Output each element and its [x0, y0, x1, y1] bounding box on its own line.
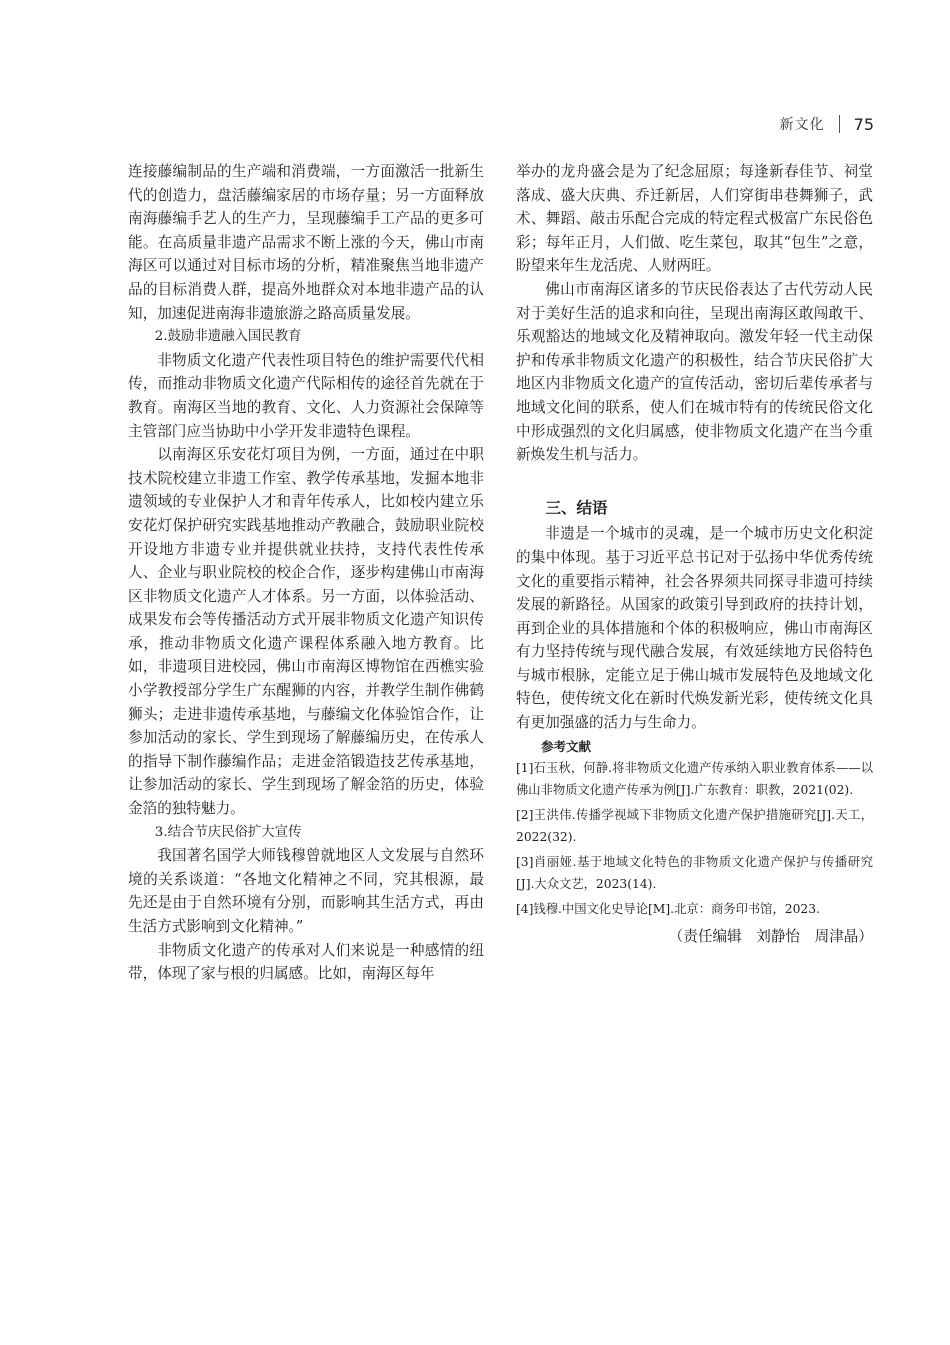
- references-title: 参考文献: [541, 738, 592, 754]
- references-list: [516, 758, 873, 921]
- editor-credit: （责任编辑 刘静怡 周津晶）: [668, 927, 873, 945]
- subheading-education: 2.鼓励非遗融入国民教育: [154, 329, 302, 345]
- paragraph: 连接藤编制品的生产端和消费端，一方面激活一批新生代的创造力，盘活藤编家居的市场存量；另一方面释放南海藤编手艺人的生产力，呈现藤编手工产品的更多可能。在高质量非遗产品需求不断上涨的今天，佛山市南海区可以通过对目标市场的分析，精准聚焦当地非遗产品的目标消费人群，提高外地群众对本地非遗产品的认知，加速促进南海非遗旅游之路高质量发展。: [128, 163, 484, 322]
- paragraph: 我国著名国学大师钱穆曾就地区人文发展与自然环境的关系谈道：“各地文化精神之不同，究其根源，最先还是由于自然环境有分别，而影响其生活方式，再由生活方式影响到文化精神。”: [128, 847, 484, 935]
- paragraph: 非物质文化遗产的传承对人们来说是一种感情的纽带，体现了家与根的归属感。比如，南海区每年: [128, 941, 484, 983]
- paragraph: 以南海区乐安花灯项目为例，一方面，通过在中职技术院校建立非遗工作室、教学传承基地，发掘本地非遗领域的专业保护人才和青年传承人，比如校内建立乐安花灯保护研究实践基地推动产教融合，鼓励职业院校开设地方非遗专业并提供就业扶持，支持代表性传承人、企业与职业院校的校企合作，逐步构建佛山市南海区非物质文化遗产人才体系。另一方面，以体验活动、成果发布会等传播活动方式开展非物质文化遗产知识传承，推动非物质文化遗产课程体系融入地方教育。比如，非遗项目进校园，佛山市南海区博物馆在西樵实验小学教授部分学生广东醒狮的内容，并教学生制作佛鹤狮头；走进非遗传承基地，与藤编文化体验馆合作，让参加活动的家长、学生到现场了解藤编历史，在传承人的指导下制作藤编作品；走进金箔锻造技艺传承基地，让参加活动的家长、学生到现场了解金箔的历史，体验金箔的独特魅力。: [128, 446, 484, 818]
- paragraph: 非遗是一个城市的灵魂，是一个城市历史文化积淀的集中体现。基于习近平总书记对于弘扬中华优秀传统文化的重要指示精神，社会各界须共同探寻非遗可持续发展的新路径。从国家的政策引导到政府的扶持计划，再到企业的具体措施和个体的积极响应，佛山市南海区有力坚持传统与现代融合发展，有效延续地方民俗特色与城市根脉，定能立足于佛山城市发展特色及地域文化特色，使传统文化在新时代焕发新光彩，使传统文化具有更加强盛的活力与生命力。: [516, 525, 873, 732]
- paragraph: 非物质文化遗产代表性项目特色的维护需要代代相传，而推动非物质文化遗产代际相传的途径首先就在于教育。南海区当地的教育、文化、人力资源社会保障等主管部门应当协助中小学开发非遗特色课程。: [128, 351, 484, 440]
- reference-item: [3]肖丽娅.基于地域文化特色的非物质文化遗产保护与传播研究[J].大众文艺，2023(14).: [516, 855, 873, 891]
- paragraph: 佛山市南海区诸多的节庆民俗表达了古代劳动人民对于美好生活的追求和向往，呈现出南海区敢闯敢干、乐观豁达的地域文化及精神取向。激发年轻一代主动保护和传承非物质文化遗产的积极性，结合节庆民俗扩大地区内非物质文化遗产的宣传活动，密切后辈传承者与地域文化间的联系，使人们在城市特有的传统民俗文化中形成强烈的文化归属感，使非物质文化遗产在当今重新焕发生机与活力。: [516, 280, 873, 464]
- reference-item: [2]王洪伟.传播学视域下非物质文化遗产保护措施研究[J].天工，2022(32).: [516, 808, 873, 844]
- section-heading-conclusion: 三、结语: [545, 498, 608, 517]
- left-column: [128, 160, 484, 986]
- page-header: [780, 114, 874, 134]
- subheading-festival: 3.结合节庆民俗扩大宣传: [154, 824, 302, 840]
- paragraph: 举办的龙舟盛会是为了纪念屈原；每逢新春佳节、祠堂落成、盛大庆典、乔迁新居，人们穿街串巷舞狮子，武术、舞蹈、敲击乐配合完成的特定程式极富广东民俗色彩；每年正月，人们做、吃生菜包，取其“包生”之意，盼望来年生龙活虎、人财两旺。: [516, 163, 873, 275]
- reference-item: [4]钱穆.中国文化史导论[M].北京：商务印书馆，2023.: [516, 902, 820, 917]
- page-number: 75: [853, 114, 874, 134]
- header-divider: [839, 115, 840, 133]
- reference-item: [1]石玉秋，何静.将非物质文化遗产传承纳入职业教育体系——以佛山非物质文化遗产传承为例[J].广东教育：职教，2021(02).: [516, 761, 873, 797]
- section-title: 新文化: [779, 117, 825, 133]
- right-column: [516, 160, 873, 948]
